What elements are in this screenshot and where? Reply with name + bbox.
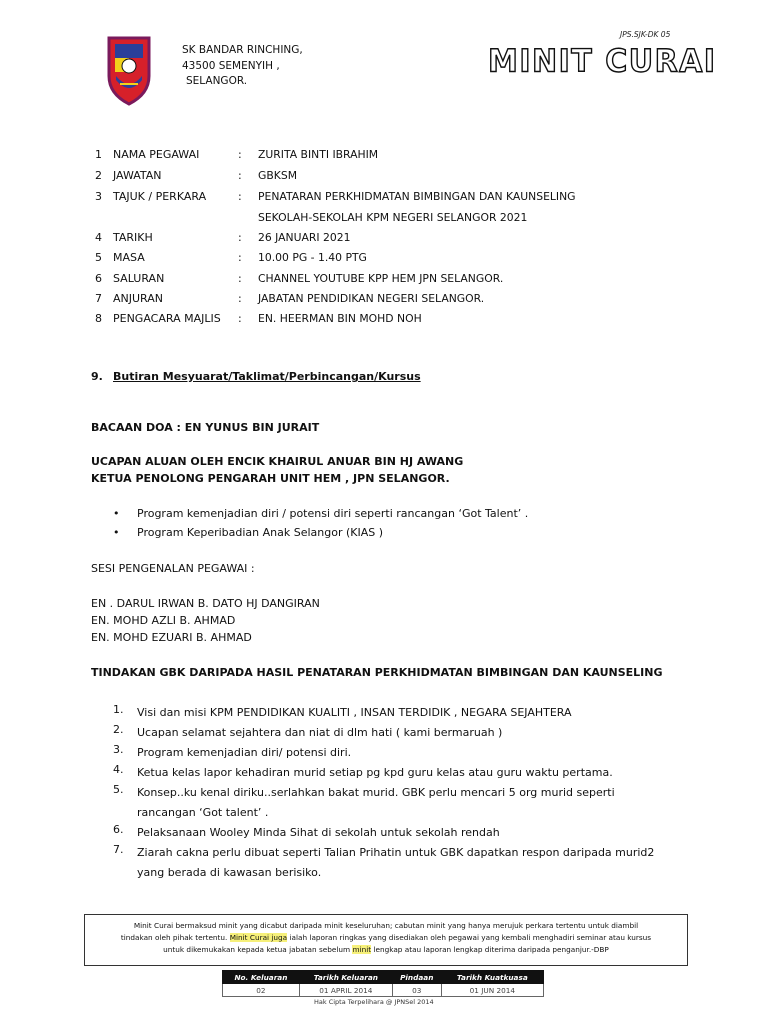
bullet-icon: •	[113, 526, 120, 539]
info-colon: :	[238, 312, 242, 325]
info-colon: :	[238, 272, 242, 285]
table-cell: 03	[392, 984, 441, 997]
info-row-anjuran	[95, 292, 678, 308]
info-label: SALURAN	[113, 272, 165, 285]
document-title	[488, 44, 717, 79]
tindakan-item	[113, 843, 677, 883]
info-label: NAMA PEGAWAI	[113, 148, 200, 161]
info-colon: :	[238, 148, 242, 161]
info-row-nama	[95, 148, 678, 164]
info-colon: :	[238, 190, 242, 203]
info-number: 6	[95, 272, 102, 285]
info-label: TARIKH	[113, 231, 153, 244]
info-number: 4	[95, 231, 102, 244]
info-colon	[238, 211, 258, 227]
school-address	[182, 43, 303, 90]
info-label: JAWATAN	[113, 169, 162, 182]
item-text: Ketua kelas lapor kehadiran murid setiap pg kpd guru kelas atau guru waktu pertama.	[137, 766, 613, 779]
address-line-3: SELANGOR.	[186, 75, 248, 87]
school-crest-logo	[106, 36, 152, 106]
info-value: 26 JANUARI 2021	[258, 231, 351, 244]
item-text: Pelaksanaan Wooley Minda Sihat di sekolah untuk sekolah rendah	[137, 826, 500, 839]
item-number: 4.	[113, 763, 124, 776]
info-label: MASA	[113, 251, 145, 264]
info-number	[95, 211, 113, 227]
bullet-item	[113, 507, 528, 520]
address-line-2: 43500 SEMENYIH ,	[182, 59, 280, 72]
item-number: 5.	[113, 783, 124, 796]
info-label: TAJUK / PERKARA	[113, 190, 207, 203]
item-text: Visi dan misi KPM PENDIDIKAN KUALITI , INSAN TERDIDIK , NEGARA SEJAHTERA	[137, 706, 572, 719]
ucapan-line-2: KETUA PENOLONG PENGARAH UNIT HEM , JPN SELANGOR.	[91, 472, 450, 485]
item-text: Program kemenjadian diri/ potensi diri.	[137, 746, 352, 759]
section-number: 9.	[91, 370, 103, 383]
info-label	[113, 211, 238, 227]
info-row-tajuk	[95, 190, 678, 206]
footer-line-1: Minit Curai bermaksud minit yang dicabut daripada minit keseluruhan; cabutan minit yang hanya merujuk perkara tertentu untuk diambil	[133, 921, 639, 930]
pegawai-name: EN . DARUL IRWAN B. DATO HJ DANGIRAN	[91, 597, 320, 610]
table-row	[223, 984, 544, 997]
info-row-tajuk-cont	[95, 211, 678, 227]
table-cell: 01 JUN 2014	[441, 984, 543, 997]
item-text: Ziarah cakna perlu dibuat seperti Talian Prihatin untuk GBK dapatkan respon daripada murid2 yang berada di kawasan berisiko.	[137, 846, 655, 879]
footer-line-2	[85, 932, 687, 944]
info-value: PENATARAN PERKHIDMATAN BIMBINGAN DAN KAUNSELING	[258, 190, 576, 203]
copyright-notice: Hak Cipta Terpelihara @ JPNSel 2014	[314, 998, 434, 1006]
item-text: Konsep..ku kenal diriku..serlahkan bakat murid. GBK perlu mencari 5 org murid seperti rancangan ‘Got talent’ .	[137, 786, 615, 819]
bullet-item	[113, 526, 383, 539]
info-row-masa	[95, 251, 678, 267]
item-number: 2.	[113, 723, 124, 736]
item-number: 1.	[113, 703, 124, 716]
info-value: ZURITA BINTI IBRAHIM	[258, 148, 379, 161]
tindakan-item	[113, 743, 677, 763]
table-header: Tarikh Kuatkuasa	[441, 971, 543, 984]
tindakan-title: TINDAKAN GBK DARIPADA HASIL PENATARAN PERKHIDMATAN BIMBINGAN DAN KAUNSELING	[91, 666, 663, 679]
table-header-row	[223, 971, 544, 984]
info-row-pengacara	[95, 312, 678, 328]
info-label: PENGACARA MAJLIS	[113, 312, 221, 325]
footer-text: tindakan oleh pihak tertentu.	[120, 933, 228, 942]
tindakan-item	[113, 783, 667, 823]
info-row-jawatan	[95, 169, 678, 185]
info-value: EN. HEERMAN BIN MOHD NOH	[258, 312, 422, 325]
table-cell: 01 APRIL 2014	[299, 984, 392, 997]
footer-line-3	[85, 944, 687, 956]
info-colon: :	[238, 231, 242, 244]
footer-text: lengkap atau laporan lengkap diterima daripada penganjur.-DBP	[373, 945, 609, 954]
section-title: Butiran Mesyuarat/Taklimat/Perbincangan/Kursus	[113, 370, 421, 383]
tindakan-item	[113, 703, 677, 723]
info-number: 5	[95, 251, 102, 264]
bullet-text: Program kemenjadian diri / potensi diri seperti rancangan ‘Got Talent’ .	[137, 507, 529, 520]
item-number: 6.	[113, 823, 124, 836]
document-code: JPS.SJK-DK 05	[620, 30, 671, 39]
item-number: 7.	[113, 843, 124, 856]
footer-text: untuk dikemukakan kepada ketua jabatan sebelum	[163, 945, 351, 954]
address-line-1: SK BANDAR RINCHING,	[182, 44, 303, 56]
info-colon: :	[238, 169, 242, 182]
info-value: SEKOLAH-SEKOLAH KPM NEGERI SELANGOR 2021	[258, 211, 528, 224]
item-text: Ucapan selamat sejahtera dan niat di dlm hati ( kami bermaruah )	[137, 726, 503, 739]
info-colon: :	[238, 251, 242, 264]
info-number: 2	[95, 169, 102, 182]
tindakan-item	[113, 823, 677, 843]
table-cell: 02	[223, 984, 300, 997]
footer-highlight: minit	[352, 945, 372, 954]
ucapan-line-1: UCAPAN ALUAN OLEH ENCIK KHAIRUL ANUAR BIN HJ AWANG	[91, 455, 464, 468]
info-value: CHANNEL YOUTUBE KPP HEM JPN SELANGOR.	[258, 272, 504, 285]
table-header: No. Keluaran	[223, 971, 300, 984]
item-number: 3.	[113, 743, 124, 756]
title-text: MINIT CURAI	[488, 43, 717, 80]
info-row-tarikh	[95, 231, 678, 247]
footer-text: ialah laporan ringkas yang disediakan oleh pegawai yang kembali menghadiri seminar atau kursus	[289, 933, 652, 942]
info-value: 10.00 PG - 1.40 PTG	[258, 251, 367, 264]
pegawai-name: EN. MOHD EZUARI B. AHMAD	[91, 631, 252, 644]
info-number: 1	[95, 148, 102, 161]
info-number: 7	[95, 292, 102, 305]
info-number: 8	[95, 312, 102, 325]
info-value: JABATAN PENDIDIKAN NEGERI SELANGOR.	[258, 292, 485, 305]
footer-highlight: Minit Curai juga	[229, 933, 288, 942]
bullet-text: Program Keperibadian Anak Selangor (KIAS )	[137, 526, 384, 539]
table-header: Pindaan	[392, 971, 441, 984]
info-label: ANJURAN	[113, 292, 163, 305]
sesi-pengenalan-title: SESI PENGENALAN PEGAWAI :	[91, 562, 255, 575]
info-number: 3	[95, 190, 102, 203]
table-header: Tarikh Keluaran	[299, 971, 392, 984]
section-9-heading	[91, 370, 421, 383]
footer-definition-box	[84, 914, 688, 966]
info-value: GBKSM	[258, 169, 298, 182]
tindakan-item	[113, 763, 677, 783]
bacaan-doa: BACAAN DOA : EN YUNUS BIN JURAIT	[91, 421, 320, 434]
info-row-saluran	[95, 272, 678, 288]
info-colon: :	[238, 292, 242, 305]
tindakan-item	[113, 723, 677, 743]
bullet-icon: •	[113, 507, 120, 520]
pegawai-name: EN. MOHD AZLI B. AHMAD	[91, 614, 236, 627]
document-control-table	[222, 970, 544, 997]
